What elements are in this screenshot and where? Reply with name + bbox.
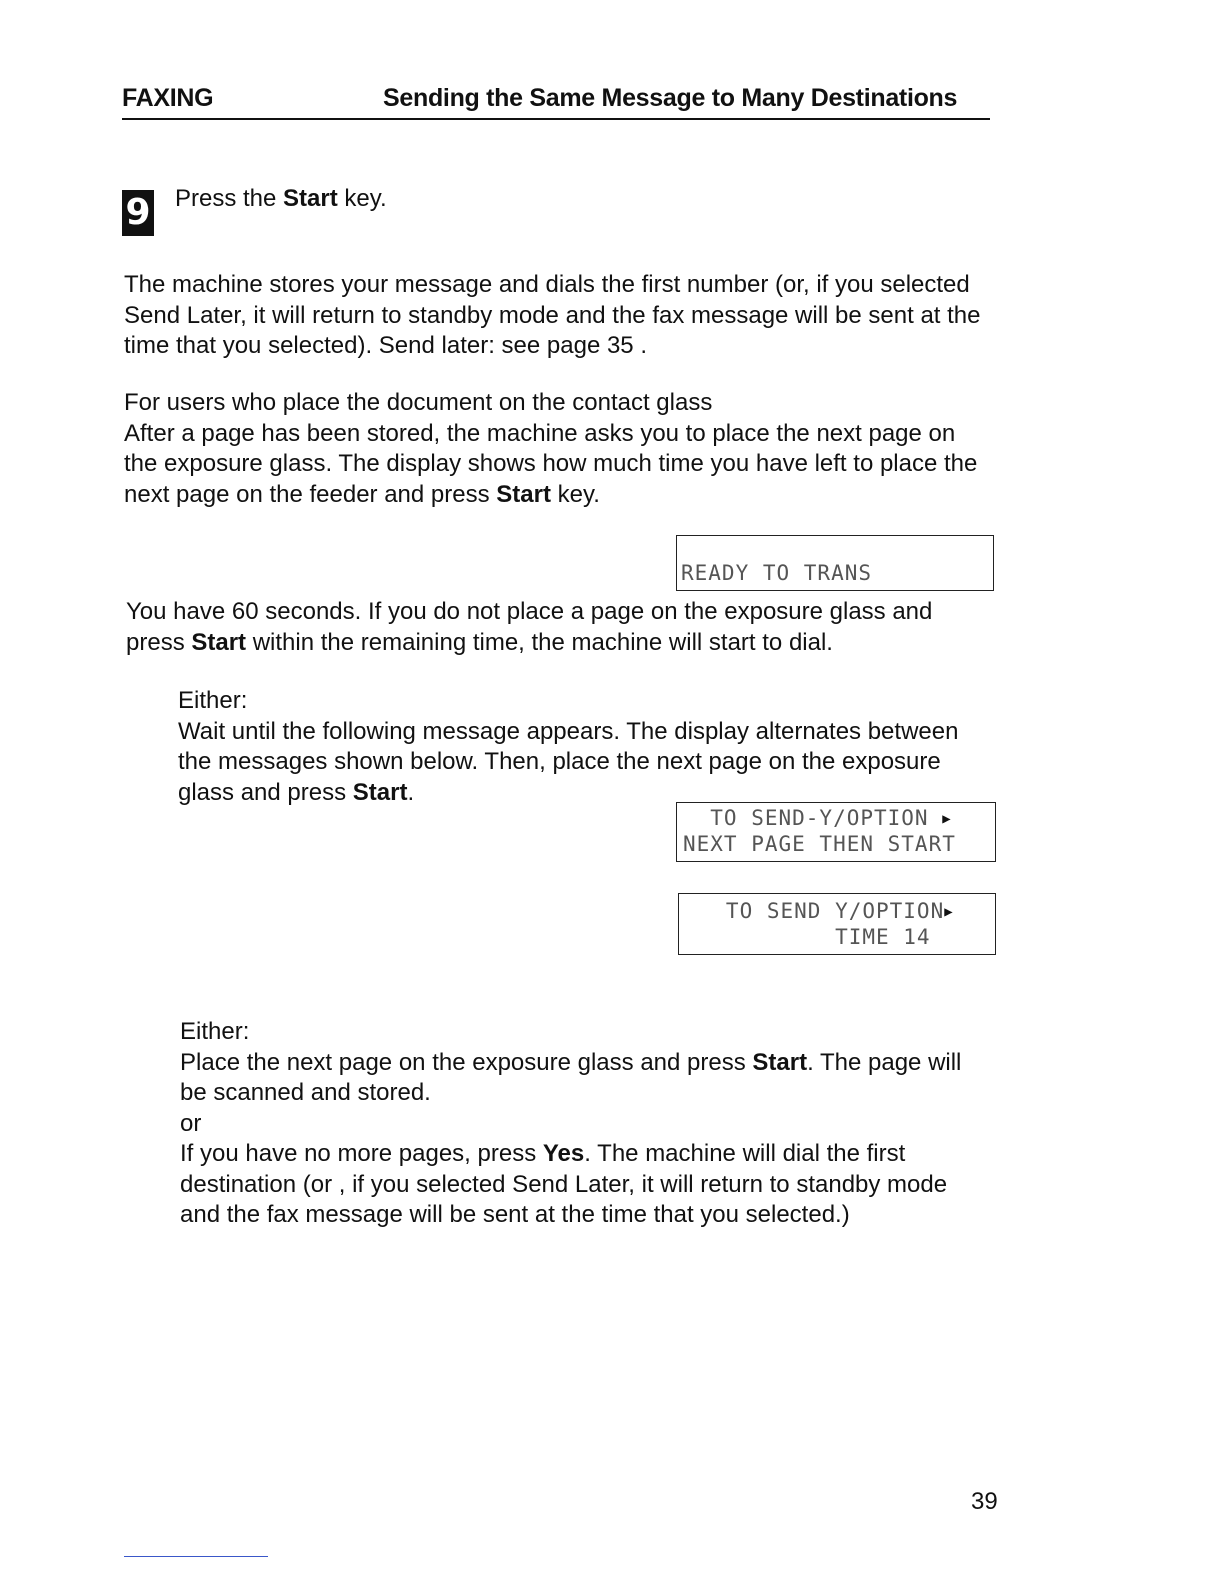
lcd-line: TO SEND Y/OPTION▶ xyxy=(685,899,954,923)
lcd-display-time xyxy=(678,893,996,955)
lcd-display-next-page xyxy=(676,802,996,862)
contact-glass-heading: For users who place the document on the contact glass xyxy=(124,389,713,416)
place-next-page-text: Place the next page on the exposure glass and press Start. The page will be scanned and stored. xyxy=(180,1048,962,1106)
paragraph-contact-glass xyxy=(124,388,994,510)
lcd-display-ready xyxy=(676,535,994,591)
right-arrow-icon: ▶ xyxy=(944,904,954,920)
paragraph-60-seconds: You have 60 seconds. If you do not place a page on the exposure glass and press Start within the remaining time, the machine will start to dial. xyxy=(126,598,933,656)
lcd-line: READY TO TRANS xyxy=(681,561,873,585)
lcd-line: TIME 14 xyxy=(685,925,931,949)
either-label: Either: xyxy=(178,687,248,714)
page-title: Sending the Same Message to Many Destinations xyxy=(383,84,958,112)
or-label: or xyxy=(180,1109,202,1137)
step-number-badge: 9 xyxy=(122,190,154,236)
lcd-line: TO SEND-Y/OPTION ▶ xyxy=(683,806,952,830)
right-arrow-icon: ▶ xyxy=(942,811,952,827)
section-label: FAXING xyxy=(122,84,214,112)
either-wait-block xyxy=(178,686,978,808)
contact-glass-text: After a page has been stored, the machine asks you to place the next page on the exposure glass. The display shows how much time you have left to place the next page on the feeder and press Start key. xyxy=(124,419,978,508)
either-label: Either: xyxy=(180,1018,250,1045)
paragraph-stores-message: The machine stores your message and dials the first number (or, if you selected Send Later, it will return to standby mode and the fax message will be sent at the time that you selected). Send later: see page 35 . xyxy=(124,271,981,359)
either-wait-text: Wait until the following message appears. The display alternates between the messages shown below. Then, place the next page on the exposure glass and press Start. xyxy=(178,717,959,806)
header-rule xyxy=(122,118,990,120)
either-place-block xyxy=(180,1017,990,1231)
footer-line xyxy=(124,1556,268,1557)
page-number: 39 xyxy=(971,1488,998,1515)
step-instruction: Press the Start key. xyxy=(175,185,387,212)
no-more-pages-text: If you have no more pages, press Yes. The machine will dial the first destination (or , if you selected Send Later, it will return to standby mode and the fax message will be sent at the time that you selected.) xyxy=(180,1140,948,1228)
lcd-line: NEXT PAGE THEN START xyxy=(683,832,956,856)
